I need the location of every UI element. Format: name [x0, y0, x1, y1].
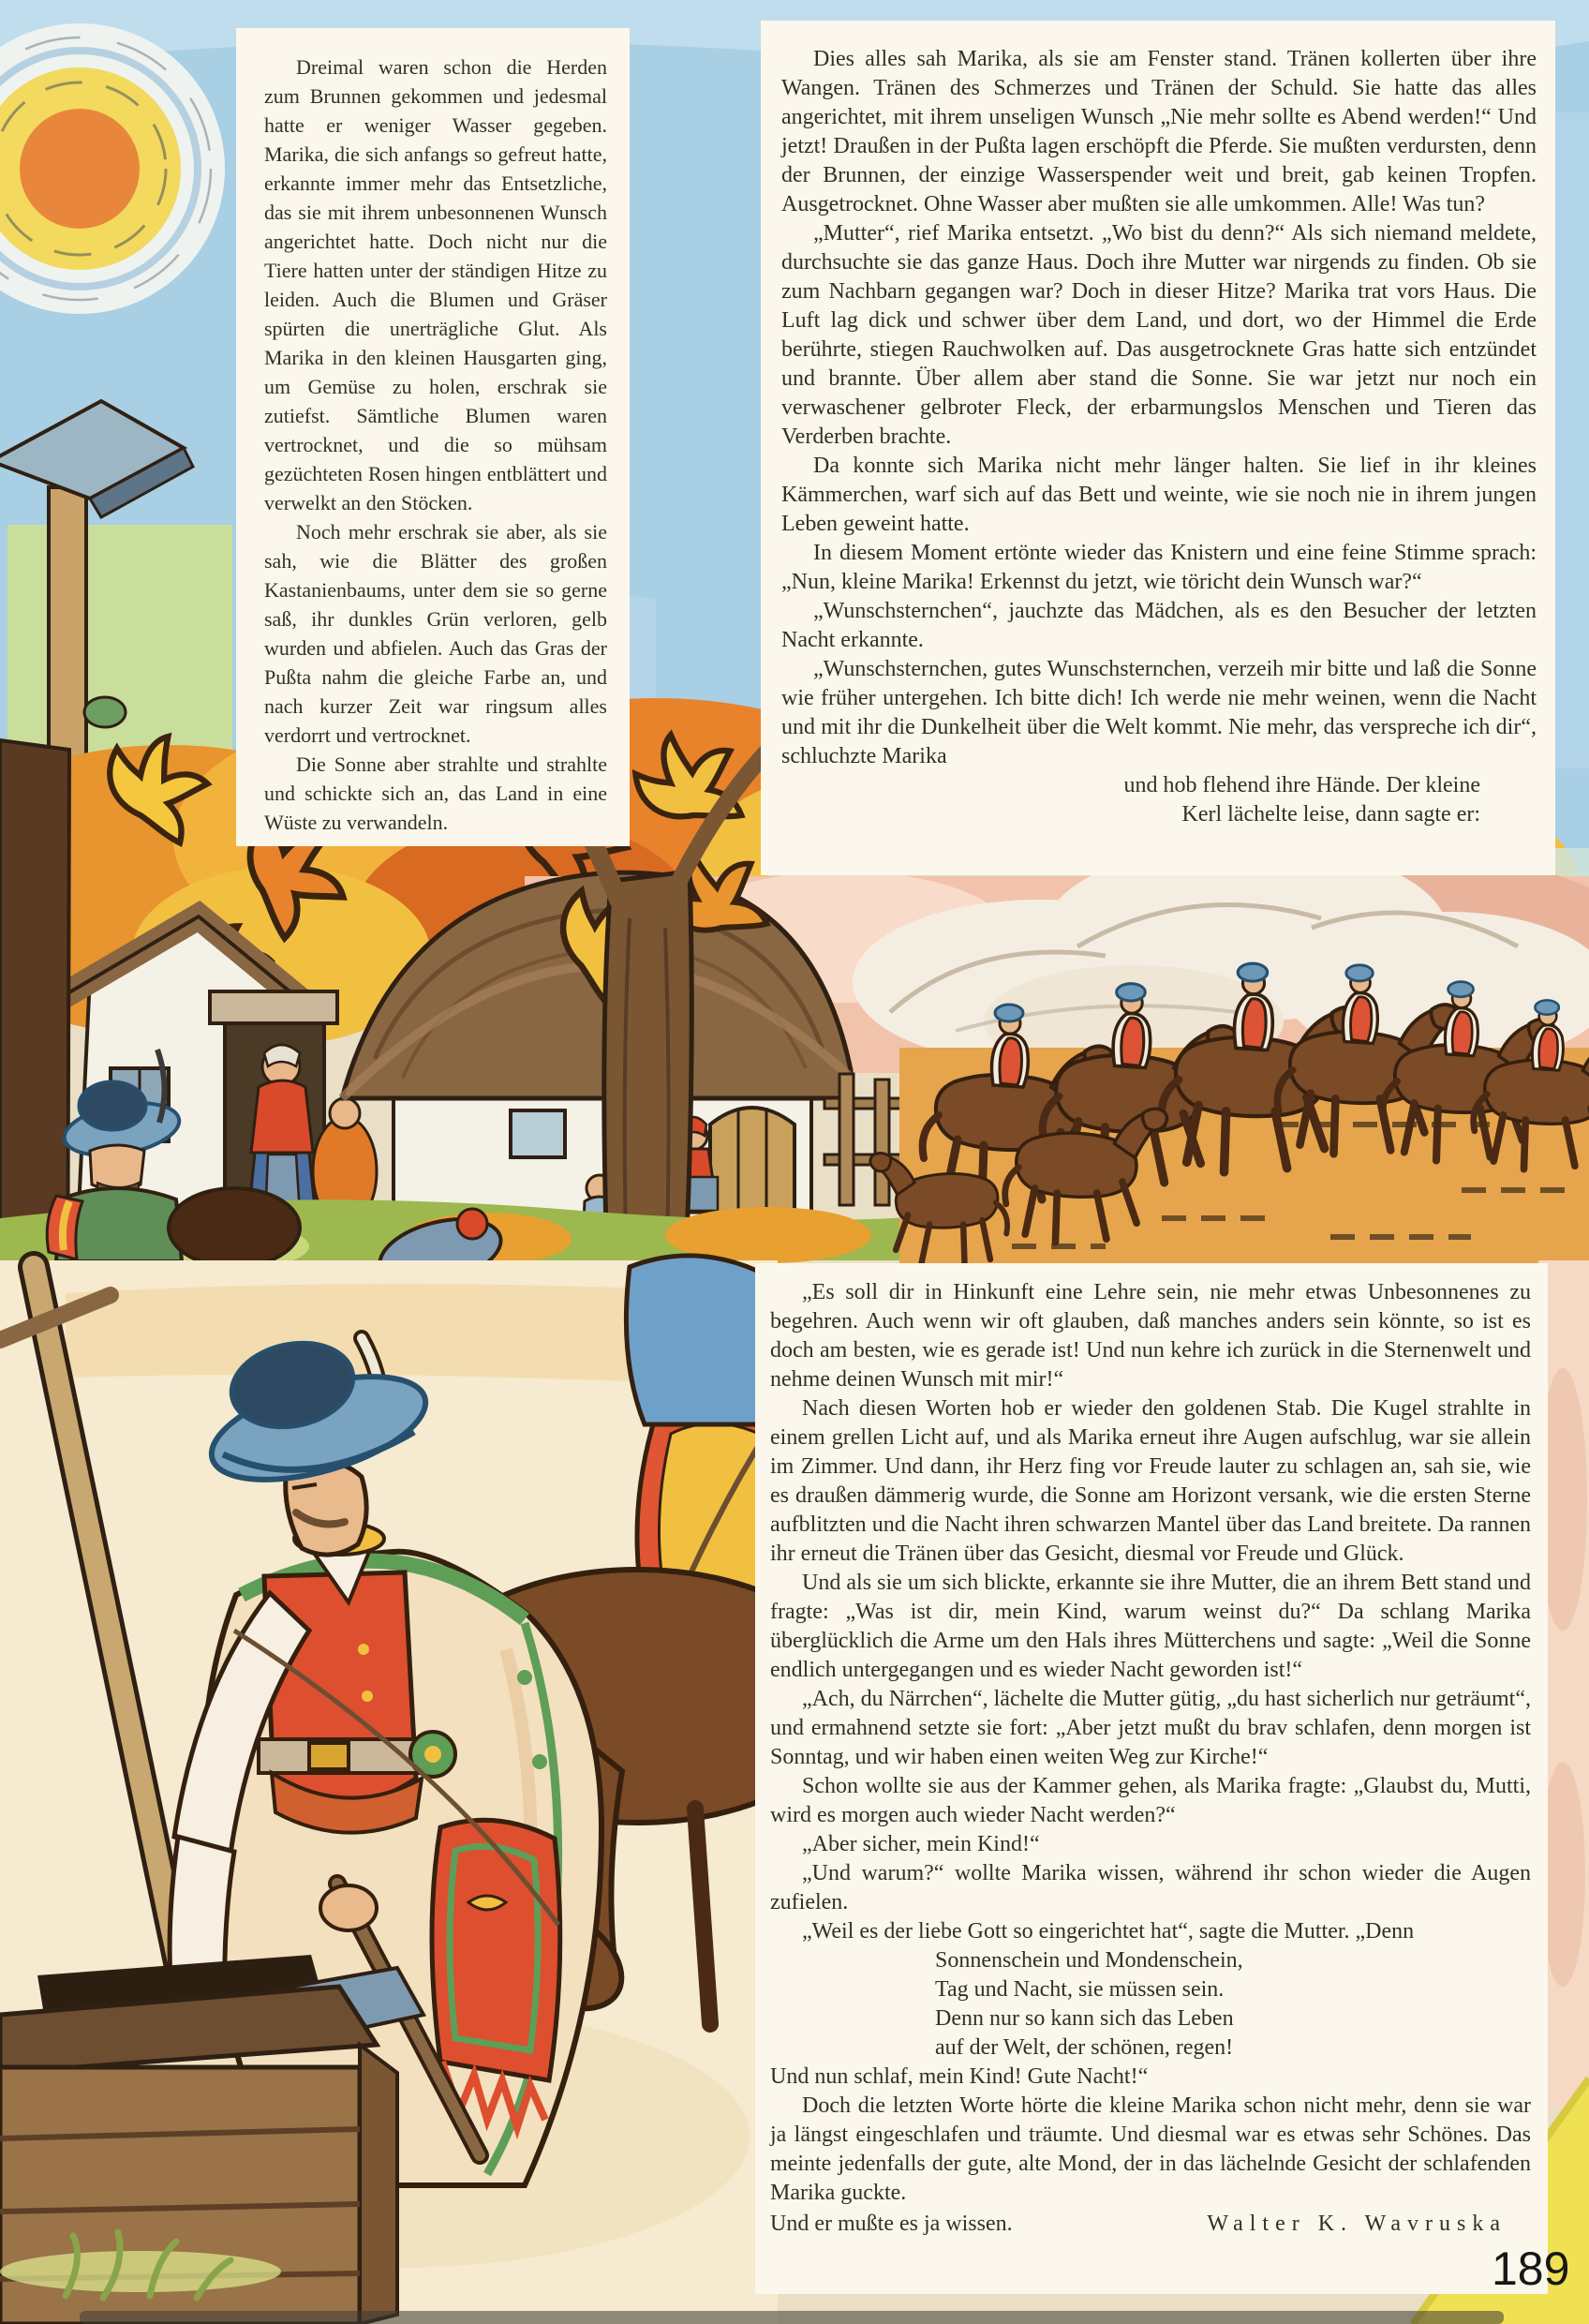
scan-edge-shadow — [80, 2311, 1504, 2324]
poem-line: Sonnenschein und Mondenschein, — [935, 1948, 1243, 1973]
story-paragraph: Doch die letzten Worte hörte die kleine Marika schon nicht mehr, denn sie war ja längst eingeschlafen und träumte. Und diesmal war es etwas sehr Schönes. Das meinte jedenfalls der gute, alte Mond, der in das lächelnde Gesicht der schlafenden Marika guckte. — [770, 2093, 1531, 2205]
story-paragraph: „Und warum?“ wollte Marika wissen, während ihr schon wieder die Augen zufielen. — [770, 1861, 1531, 1914]
story-paragraph: Da konnte sich Marika nicht mehr länger halten. Sie lief in ihr kleines Kämmerchen, warf sich auf das Bett und weinte, wie sie noch nie in ihrem jungen Leben geweint hatte. — [781, 454, 1537, 536]
story-paragraph: Die Sonne aber strahlte und strahlte und schickte sich an, das Land in eine Wüste zu verwandeln. — [264, 752, 607, 834]
left-text-column — [236, 28, 630, 846]
story-paragraph: „Aber sicher, mein Kind!“ — [802, 1832, 1040, 1856]
page-number: 189 — [1492, 2242, 1570, 2295]
story-paragraph: Nach diesen Worten hob er wieder den goldenen Stab. Die Kugel strahlte in einem grellen Licht auf, und als Marika erneut ihre Augen aufschlug, war sie allein im Zimmer. Und dann, ihr Herz fing vor Freude lauter zu schlagen an, sah sie, wie es draußen dämmerig wurde, die Sonne am Horizont versank, wie die ersten Sterne aufblitzten und die Nacht ihren schwarzen Mantel über das Land breitete. Da rannen ihr erneut die Tränen über das Gesicht, diesmal vor Freude und Glück. — [770, 1396, 1531, 1566]
story-paragraph: „Mutter“, rief Marika entsetzt. „Wo bist du denn?“ Als sich niemand meldete, durchsuchte sie das ganze Haus. Doch ihre Mutter war nirgends zu finden. Ob sie zum Nachbarn gegangen war? Doch in dieser Hitze? Marika trat vors Haus. Die Luft lag dick und schwer über dem Land, und dort, wo der Himmel die Erde berührte, stiegen Rauchwolken auf. Das ausgetrocknete Gras hatte sich entzündet und brannte. Über allem aber stand die Sonne. Sie war jetzt nur noch ein verwaschener gelbroter Fleck, der erbarmungslos Menschen und Tieren das Verderben brachte. — [781, 221, 1537, 449]
story-paragraph: Schon wollte sie aus der Kammer gehen, als Marika fragte: „Glaubst du, Mutti, wird es morgen auch wieder Nacht werden?“ — [770, 1774, 1531, 1827]
poem-line: Tag und Nacht, sie müssen sein. — [935, 1977, 1225, 2002]
story-paragraph: „Wunschsternchen, gutes Wunschsternchen, verzeih mir bitte und laß die Sonne wie früher untergehen. Ich bitte dich! Ich werde nie mehr weinen, wenn die Nacht und mit ihr die Dunkelheit über die Welt kommt. Nie mehr, das verspreche ich dir“, schluchzte Marika — [781, 657, 1537, 768]
story-paragraph: „Es soll dir in Hinkunft eine Lehre sein, nie mehr etwas Unbesonnenes zu begehren. Auch wenn wir oft glauben, daß manches anders sein könnte, so ist es doch am besten, wie es gerade ist! Und nun kehre ich zurück in die Sternenwelt und nehme deinen Wunsch mit mir!“ — [770, 1280, 1531, 1392]
poem-block — [770, 1946, 1531, 2063]
story-paragraph: „Wunschsternchen“, jauchzte das Mädchen, als es den Besucher der letzten Nacht erkannte. — [781, 599, 1537, 652]
author-name: Walter K. Wavruska — [1207, 2212, 1507, 2236]
story-paragraph: Und nun schlaf, mein Kind! Gute Nacht!“ — [770, 2064, 1149, 2089]
closing-line: Und er mußte es ja wissen. — [770, 2212, 1013, 2236]
poem-line: Denn nur so kann sich das Leben — [935, 2006, 1234, 2031]
story-paragraph: „Weil es der liebe Gott so eingerichtet hat“, sagte die Mutter. „Denn — [802, 1919, 1415, 1944]
poem-line: auf der Welt, der schönen, regen! — [935, 2035, 1234, 2060]
story-paragraph: „Ach, du Närrchen“, lächelte die Mutter gütig, „du hast sicherlich nur geträumt“, und ermahnend setzte sie fort: „Aber jetzt mußt du brav schlafen, denn morgen ist Sonntag, und wir haben einen weiten Weg zur Kirche!“ — [770, 1687, 1531, 1769]
right-text-column — [761, 21, 1555, 875]
bottom-text-column — [755, 1263, 1548, 2294]
story-paragraph: Und als sie um sich blickte, erkannte sie ihre Mutter, die an ihrem Bett stand und fragte: „Was ist dir, mein Kind, warum weinst du?“ Da schlang Marika überglücklich die Arme um den Hals ihres Mütterchens und sagte: „Weil die Sonne endlich untergegangen und es wieder Nacht geworden ist!“ — [770, 1571, 1531, 1682]
story-paragraph: In diesem Moment ertönte wieder das Knistern und eine feine Stimme sprach: „Nun, kleine Marika! Erkennst du jetzt, wie töricht dein Wunsch war?“ — [781, 541, 1537, 594]
story-closing-row — [770, 2208, 1531, 2240]
story-paragraph: Dies alles sah Marika, als sie am Fenster stand. Tränen kollerten über ihre Wangen. Tränen des Schmerzes und Tränen der Schuld. Sie hatte das alles angerichtet, mit ihrem unseligen Wunsch „Nie mehr sollte es Abend werden!“ Und jetzt! Draußen in der Pußta lagen erschöpft die Pferde. Sie mußten verdursten, denn der Brunnen, der einzige Wasserspender weit und breit, gab keinen Tropfen. Ausgetrocknet. Ohne Wasser aber mußten sie alle umkommen. Alle! Was tun? — [781, 47, 1537, 216]
story-paragraph: Noch mehr erschrak sie aber, als sie sah, wie die Blätter des großen Kastanienbaums, unter dem sie so gerne saß, ihr dunkles Grün verloren, gelb wurden und abfielen. Auch das Gras der Pußta nahm die gleiche Farbe an, und nach kurzer Zeit war ringsum alles verdorrt und vertrocknet. — [264, 520, 607, 747]
story-paragraph: Dreimal waren schon die Herden zum Brunnen gekommen und jedesmal hatte er weniger Wasser gegeben. Marika, die sich anfangs so gefreut hatte, erkannte immer mehr das Entsetzliche, das sie mit ihrem unbesonnenen Wunsch angerichtet hatte. Doch nicht nur die Tiere hatten unter der ständigen Hitze zu leiden. Auch die Blumen und Gräser spürten die unerträgliche Glut. Als Marika in den kleinen Hausgarten ging, um Gemüse zu holen, erschrak sie zutiefst. Sämtliche Blumen waren vertrocknet, und die so mühsam gezüchteten Rosen hingen entblättert und verwelkt an den Stöcken. — [264, 55, 607, 514]
story-overflow-line: Kerl lächelte leise, dann sagte er: — [1181, 802, 1480, 827]
story-overflow-line: und hob flehend ihre Hände. Der kleine — [1123, 773, 1480, 797]
